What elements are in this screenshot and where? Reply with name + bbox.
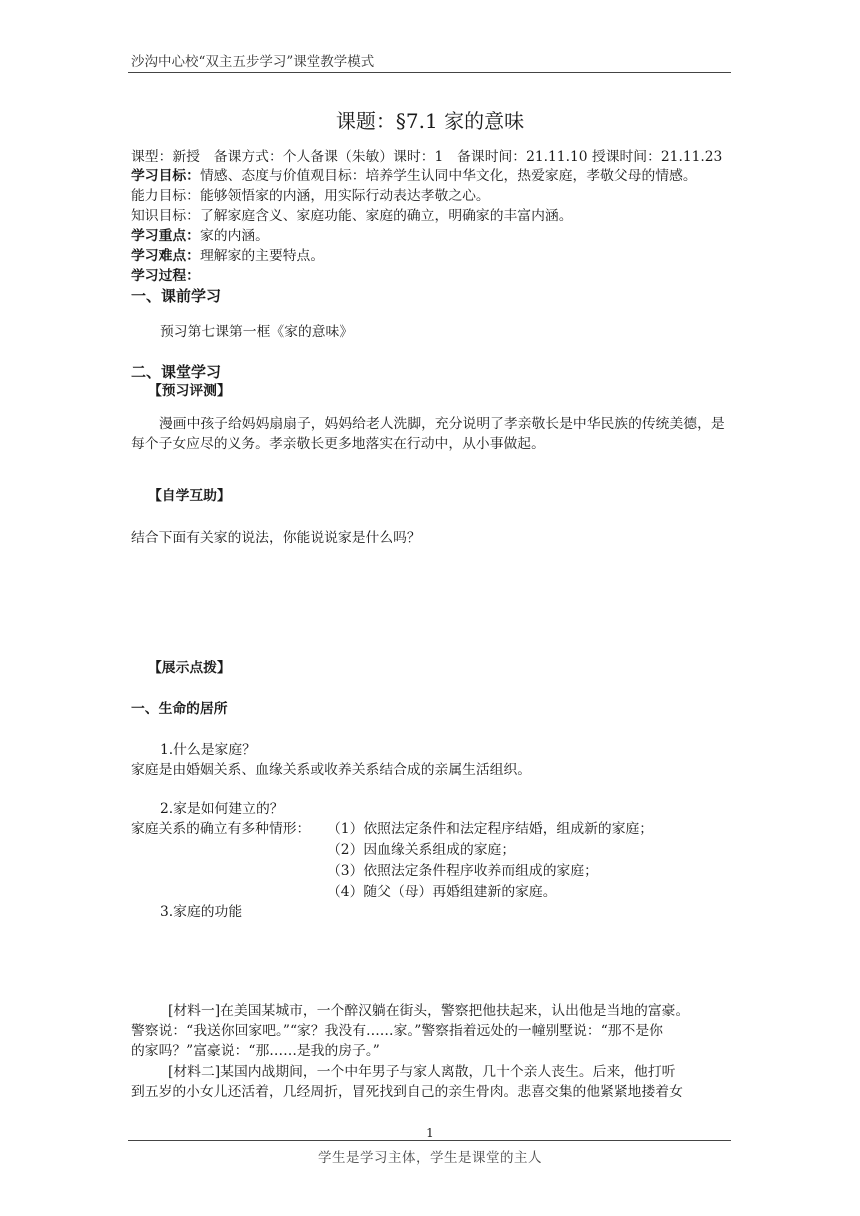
selfstudy-text: 结合下面有关家的说法，你能说说家是什么吗？: [131, 530, 421, 546]
difficulty-text: 理解家的主要特点。: [199, 248, 325, 264]
knowledge-goal: 知识目标：了解家庭含义、家庭功能、家庭的确立，明确家的丰富内涵。: [131, 208, 573, 224]
material-1-line-1: [材料一]在美国某城市，一个醉汉躺在街头，警察把他扶起来，认出他是当地的富豪。: [168, 1003, 690, 1019]
page-header: 沙沟中心校“双主五步学习”课堂教学模式: [131, 54, 375, 70]
learning-goal-label: 学习目标：: [131, 168, 200, 184]
material-2-line-2: 到五岁的小女儿还活着，几经周折，冒死找到自己的亲生骨肉。悲喜交集的他紧紧地搂着女: [131, 1084, 683, 1100]
part1-heading: 一、生命的居所: [131, 701, 228, 717]
show-heading: 【展示点拨】: [148, 660, 231, 676]
selfstudy-heading: 【自学互助】: [148, 488, 231, 504]
lesson-info: 课型：新授 备课方式：个人备课（朱敏）课时：1 备课时间：21.11.10 授课时间：21.11.23: [131, 149, 723, 165]
material-1-line-2: 警察说：“我送你回家吧。”“家？我没有……家。”警察指着远处的一幢别墅说：“那不是你: [131, 1023, 663, 1039]
answer-1: 家庭是由婚姻关系、血缘关系或收养关系结合成的亲属生活组织。: [131, 762, 532, 778]
ability-goal: 能力目标：能够领悟家的内涵，用实际行动表达孝敬之心。: [131, 188, 490, 204]
lesson-title: 课题：§7.1 家的意味: [335, 109, 525, 133]
key-point-label: 学习重点：: [131, 228, 200, 244]
learning-goal-text: 情感、态度与价值观目标：培养学生认同中华文化，热爱家庭，孝敬父母的情感。: [199, 168, 697, 184]
preview-text: 漫画中孩子给妈妈扇扇子，妈妈给老人洗脚，充分说明了孝亲敬长是中华民族的传统美德，是每个子女应尽的义务。孝亲敬长更多地落实在行动中，从小事做起。: [131, 416, 725, 452]
difficulty-point: [131, 246, 324, 266]
answer-2-item-4: （4）随父（母）再婚组建新的家庭。: [327, 884, 557, 900]
answer-2-intro: 家庭关系的确立有多种情形：: [131, 821, 311, 837]
header-divider: [128, 72, 731, 73]
section1-heading: 一、课前学习: [131, 287, 222, 305]
process-label: 学习过程：: [131, 268, 200, 284]
footer-divider: [128, 1140, 731, 1141]
preview-heading: 【预习评测】: [148, 383, 231, 399]
key-point: [131, 226, 269, 246]
question-1: 1.什么是家庭？: [160, 742, 256, 758]
question-2: 2.家是如何建立的？: [160, 801, 284, 817]
answer-2-item-1: （1）依照法定条件和法定程序结婚，组成新的家庭；: [327, 821, 654, 837]
question-3: 3.家庭的功能: [160, 904, 243, 920]
learning-goal: [131, 166, 697, 186]
section1-text: 预习第七课第一框《家的意味》: [160, 324, 354, 340]
section2-heading: 二、课堂学习: [131, 363, 222, 381]
page-number: 1: [426, 1126, 434, 1140]
difficulty-label: 学习难点：: [131, 248, 200, 264]
footer-motto: 学生是学习主体，学生是课堂的主人: [318, 1150, 542, 1166]
material-2-line-1: [材料二]某国内战期间，一个中年男子与家人离散，几十个亲人丧生。后来，他打听: [168, 1064, 676, 1080]
answer-2-item-2: （2）因血缘关系组成的家庭；: [327, 842, 516, 858]
material-1-line-3: 的家吗？”富豪说：“那……是我的房子。”: [131, 1043, 380, 1059]
answer-2-item-3: （3）依照法定条件程序收养而组成的家庭；: [327, 863, 598, 879]
key-point-text: 家的内涵。: [199, 228, 269, 244]
